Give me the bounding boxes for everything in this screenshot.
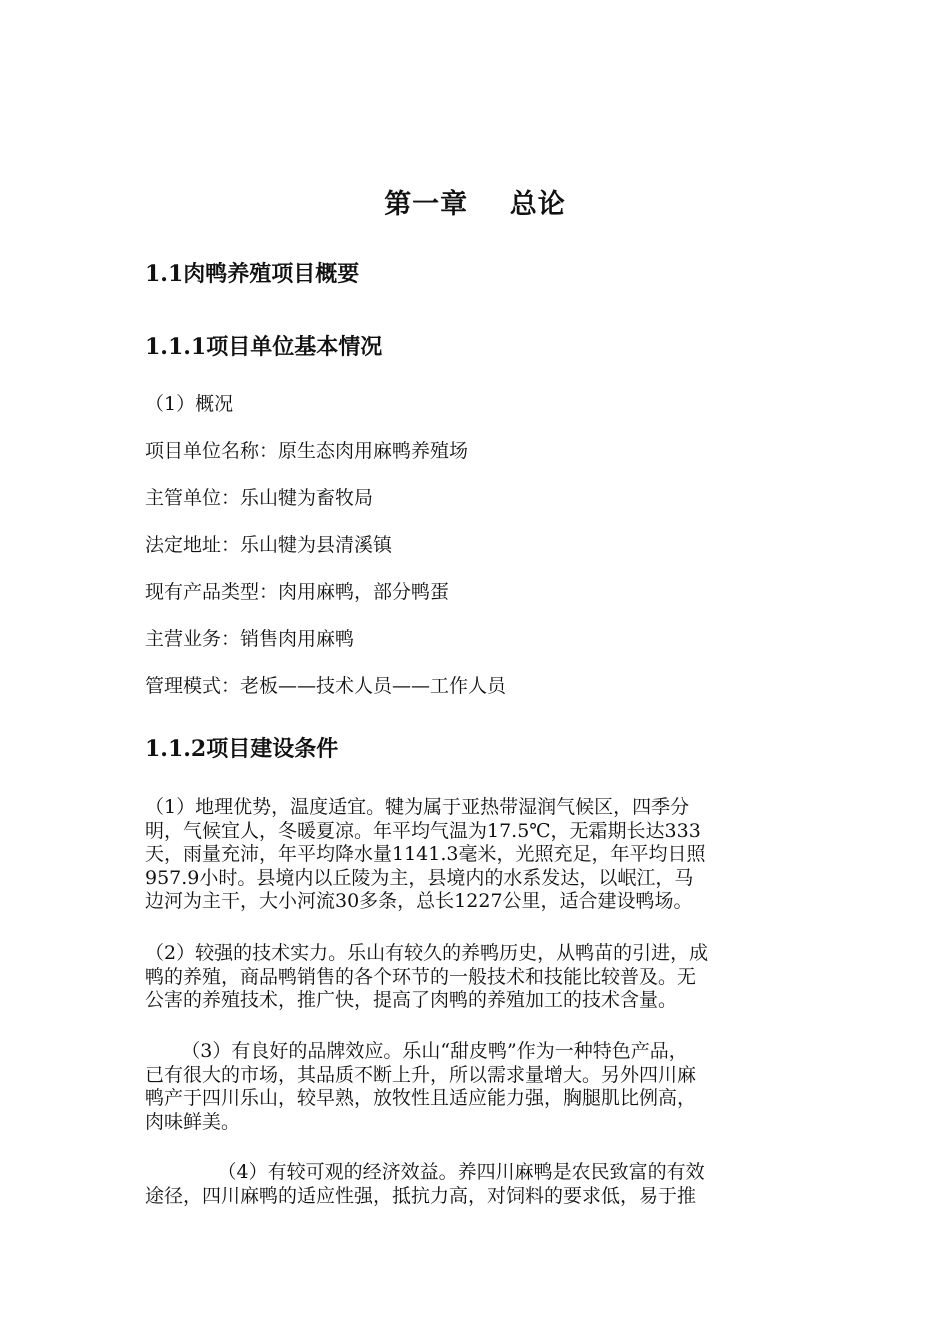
section-heading-1-1-1: 1.1.1项目单位基本情况 <box>145 334 383 360</box>
paragraph-line: （1）地理优势，温度适宜。犍为属于亚热带湿润气候区，四季分 <box>145 796 690 818</box>
product-type-line: 现有产品类型：肉用麻鸭，部分鸭蛋 <box>145 581 450 603</box>
section-heading-1-1-2: 1.1.2项目建设条件 <box>145 736 339 762</box>
condition-paragraph-1 <box>145 796 810 914</box>
unit-name-line: 项目单位名称：原生态肉用麻鸭养殖场 <box>145 440 469 462</box>
condition-paragraph-3 <box>145 1040 810 1134</box>
paragraph-line: 已有很大的市场，其品质不断上升，所以需求量增大。另外四川麻 <box>145 1063 697 1086</box>
management-mode-line: 管理模式：老板——技术人员——工作人员 <box>145 675 507 697</box>
paragraph-line: 明，气候宜人，冬暖夏凉。年平均气温为17.5℃，无霜期长达333 <box>145 819 701 842</box>
address-line: 法定地址：乐山犍为县清溪镇 <box>145 534 393 556</box>
supervisor-line: 主管单位：乐山犍为畜牧局 <box>145 487 374 509</box>
paragraph-line: （4）有较可观的经济效益。养四川麻鸭是农民致富的有效 <box>145 1161 705 1183</box>
paragraph-line: 途径，四川麻鸭的适应性强，抵抗力高，对饲料的要求低，易于推 <box>145 1184 697 1207</box>
paragraph-line: （3）有良好的品牌效应。乐山“甜皮鸭”作为一种特色产品， <box>145 1040 688 1062</box>
condition-paragraph-2 <box>145 942 810 1013</box>
paragraph-line: 肉味鲜美。 <box>145 1110 241 1133</box>
paragraph-line: 鸭产于四川乐山，较早熟，放牧性且适应能力强，胸腿肌比例高， <box>145 1087 697 1109</box>
paragraph-line: 边河为主干，大小河流30多条，总长1227公里，适合建设鸭场。 <box>145 890 693 912</box>
paragraph-line: （2）较强的技术实力。乐山有较久的养鸭历史，从鸭苗的引进，成 <box>145 942 709 964</box>
paragraph-line: 天，雨量充沛，年平均降水量1141.3毫米，光照充足，年平均日照 <box>145 843 706 865</box>
paragraph-line: 鸭的养殖，商品鸭销售的各个环节的一般技术和技能比较普及。无 <box>145 965 697 988</box>
section-heading-1-1: 1.1肉鸭养殖项目概要 <box>145 261 360 287</box>
overview-label: （1）概况 <box>145 393 234 415</box>
condition-paragraph-4 <box>145 1161 810 1208</box>
main-business-line: 主营业务：销售肉用麻鸭 <box>145 628 355 650</box>
paragraph-line: 公害的养殖技术，推广快，提高了肉鸭的养殖加工的技术含量。 <box>145 989 678 1011</box>
paragraph-line: 957.9小时。县境内以丘陵为主，县境内的水系发达，以岷江，马 <box>145 866 694 889</box>
chapter-title: 第一章 总论 <box>384 189 566 220</box>
